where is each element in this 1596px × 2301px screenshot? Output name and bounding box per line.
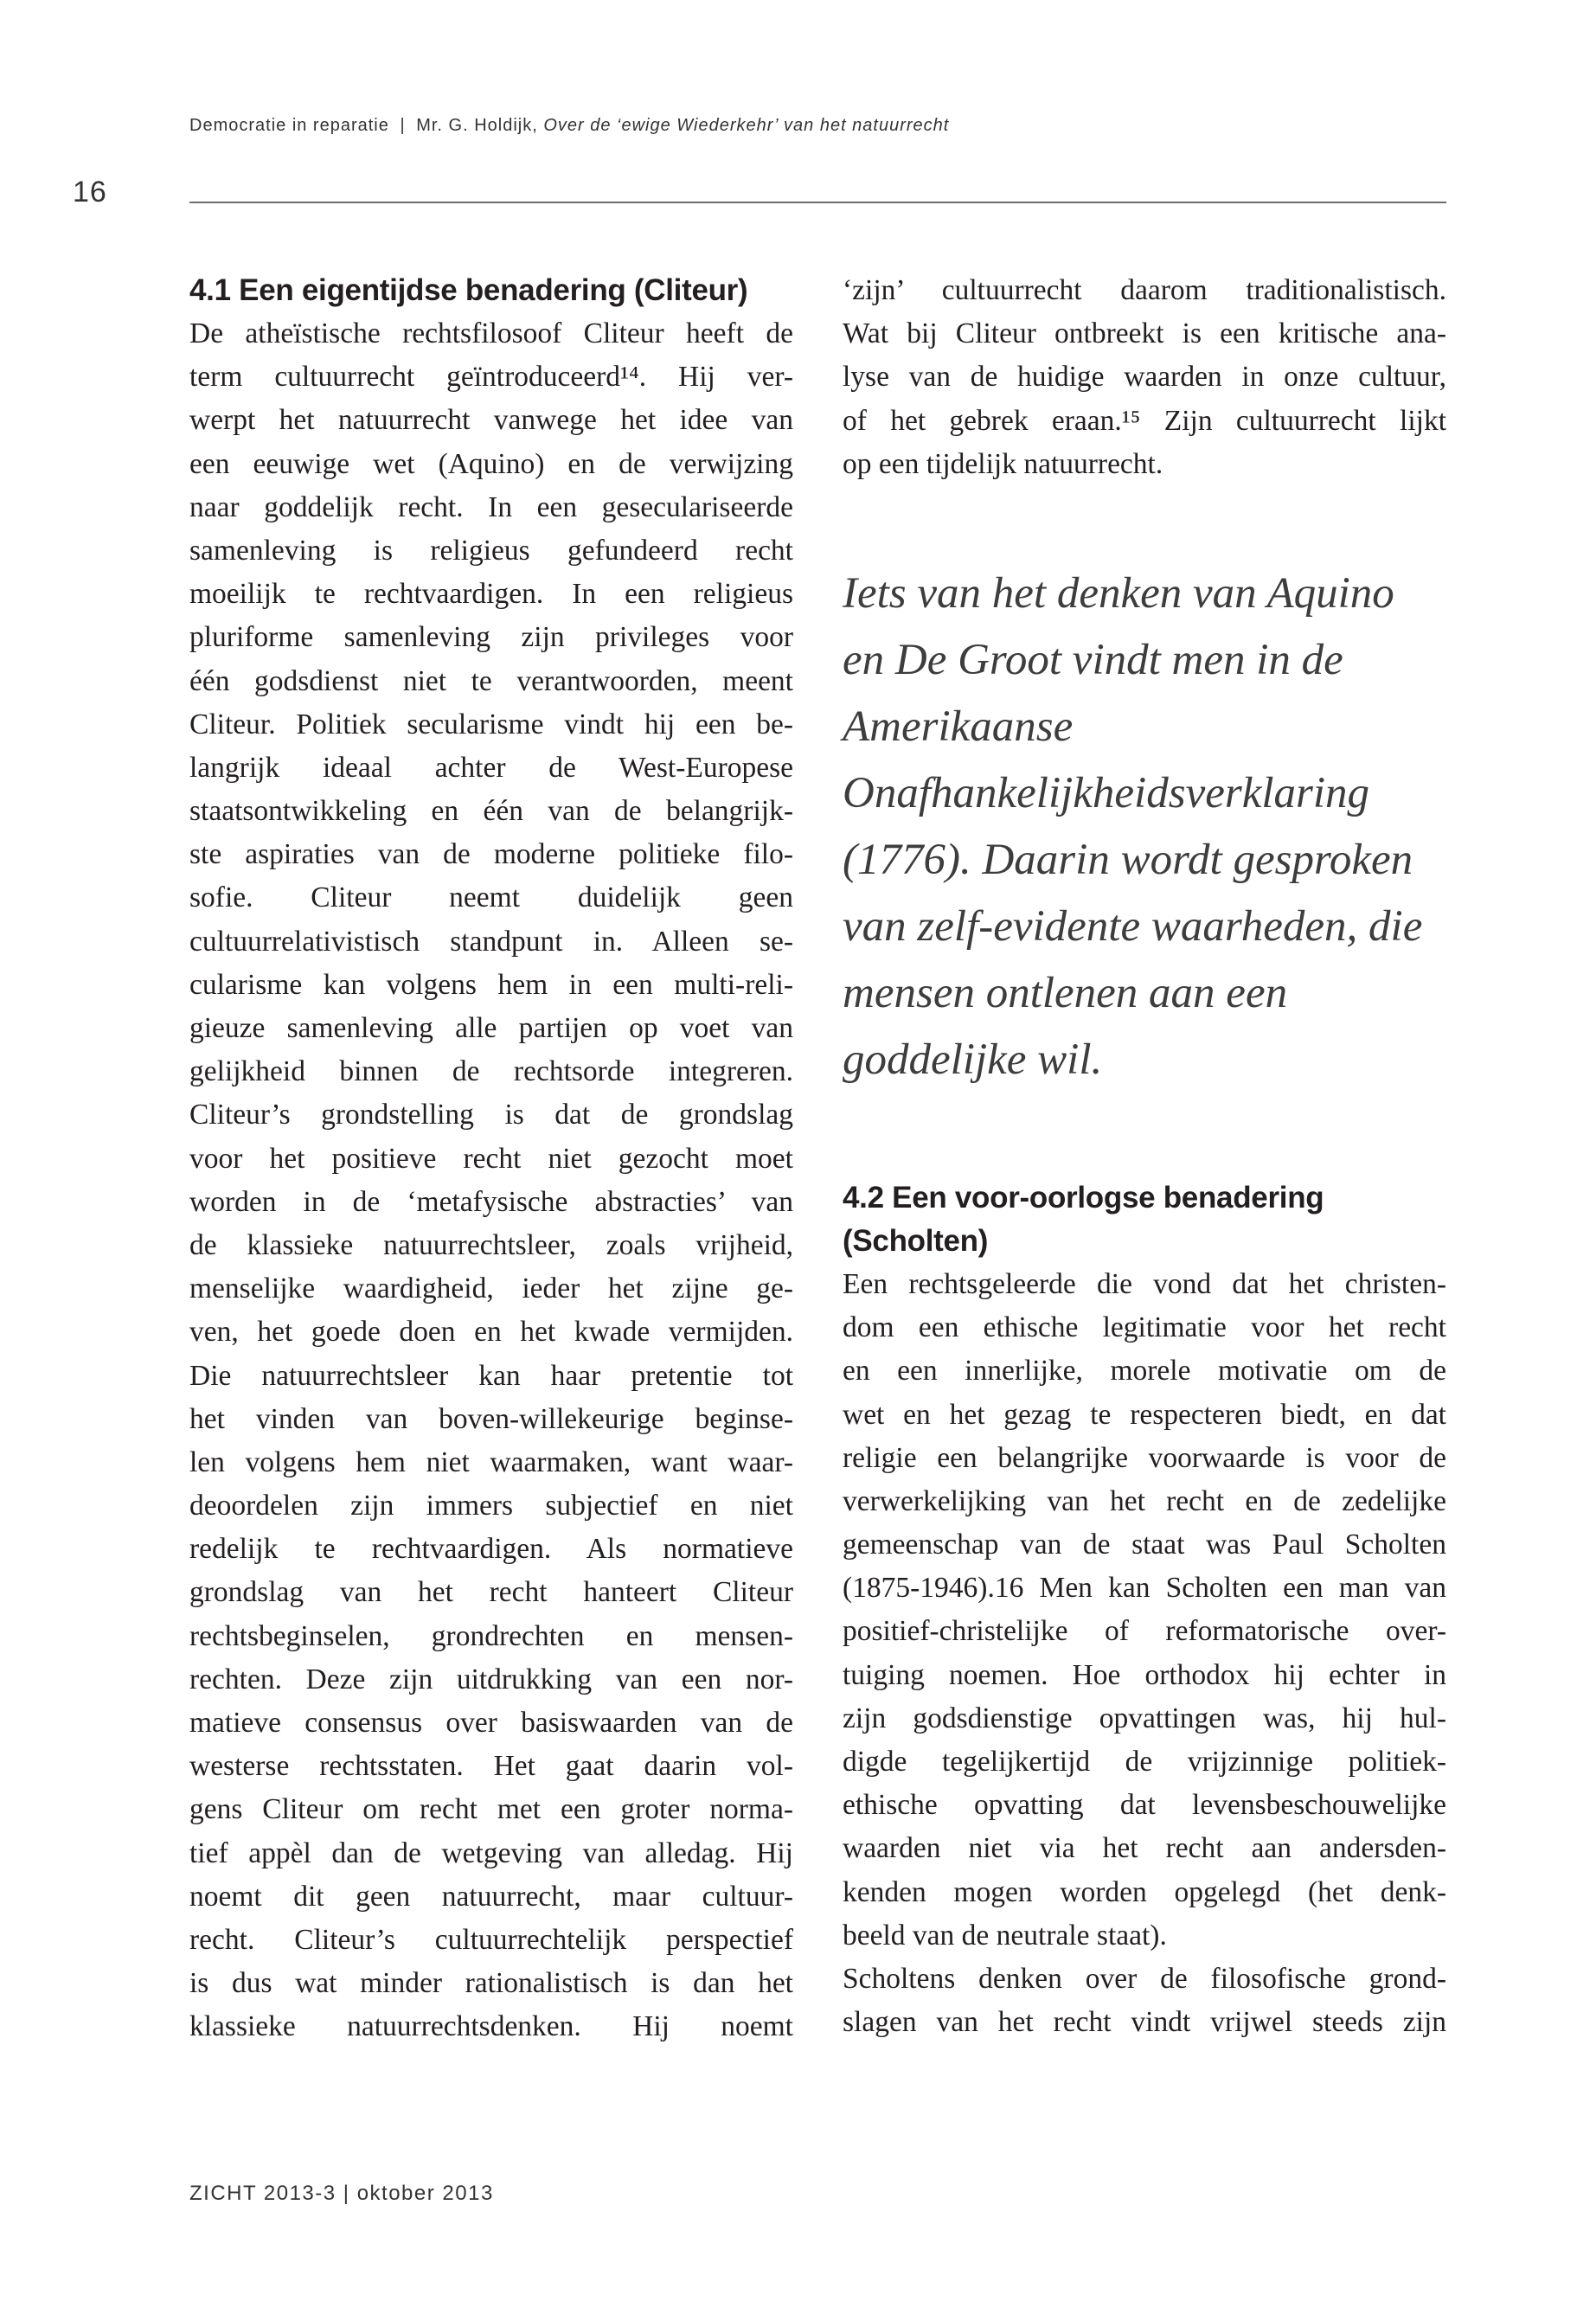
text-line: staatsontwikkeling en één van de belangrijk- <box>189 795 793 828</box>
text-line: gelijkheid binnen de rechtsorde integreren. <box>189 1055 793 1088</box>
text-line: voor het positieve recht niet gezocht moet <box>189 1142 793 1175</box>
text-line: positief-christelijke of reformatorische over- <box>843 1615 1446 1648</box>
right-column <box>843 269 1446 2044</box>
text-line: is dus wat minder rationalistisch is dan het <box>189 1967 793 2000</box>
text-line: één godsdienst niet te verantwoorden, meent <box>189 664 793 697</box>
pull-quote-line: Onafhankelijkheidsverklaring <box>843 768 1370 817</box>
text-line: langrijk ideaal achter de West-Europese <box>189 751 793 784</box>
page-number: 16 <box>73 176 107 208</box>
text-line: (1875-1946).16 Men kan Scholten een man van <box>843 1572 1446 1605</box>
pull-quote-line: en De Groot vindt men in de <box>843 635 1343 684</box>
heading-line: 4.2 Een voor-oorlogse benadering <box>843 1180 1324 1215</box>
running-header <box>189 116 949 136</box>
pull-quote-line: mensen ontlenen aan een <box>843 968 1288 1017</box>
text-line: Cliteur’s grondstelling is dat de grondslag <box>189 1099 793 1131</box>
text-line: beeld van de neutrale staat). <box>843 1919 1167 1952</box>
text-line: rechtsbeginselen, grondrechten en mensen- <box>189 1619 793 1652</box>
text-line: ven, het goede doen en het kwade vermijden. <box>189 1316 793 1349</box>
text-line: Cliteur. Politiek secularisme vindt hij een be- <box>189 708 793 740</box>
text-line: grondslag van het recht hanteert Cliteur <box>189 1576 793 1609</box>
text-line: tuiging noemen. Hoe orthodox hij echter in <box>843 1658 1446 1691</box>
text-line: klassieke natuurrechtsdenken. Hij noemt <box>189 2010 793 2043</box>
text-line: kenden mogen worden opgelegd (het denk- <box>843 1875 1446 1908</box>
text-line: en een innerlijke, morele motivatie om de <box>843 1355 1446 1388</box>
text-line: een eeuwige wet (Aquino) en de verwijzing <box>189 447 793 480</box>
section-heading-4-2 <box>843 1176 1446 1263</box>
left-column <box>189 269 793 2049</box>
text-line: moeilijk te rechtvaardigen. In een religieus <box>189 578 793 611</box>
text-line: westerse rechtsstaten. Het gaat daarin vol- <box>189 1750 793 1783</box>
pull-quote-line: van zelf-evidente waarheden, die <box>843 901 1423 951</box>
pull-quote-line: goddelijke wil. <box>843 1035 1103 1084</box>
text-line: cularisme kan volgens hem in een multi-reli- <box>189 968 793 1001</box>
heading-line: (Scholten) <box>843 1223 989 1258</box>
text-line: op een tijdelijk natuurrecht. <box>843 447 1163 480</box>
text-line: gieuze samenleving alle partijen op voet van <box>189 1012 793 1044</box>
text-line: len volgens hem niet waarmaken, want waar- <box>189 1445 793 1478</box>
text-line: matieve consensus over basiswaarden van de <box>189 1707 793 1739</box>
text-line: of het gebrek eraan.¹⁵ Zijn cultuurrecht lijkt <box>843 404 1446 437</box>
text-line: recht. Cliteur’s cultuurrechtelijk perspectief <box>189 1923 793 1956</box>
article-title: Over de ‘ewige Wiederkehr’ van het natuurrecht <box>543 116 950 135</box>
text-line: wet en het gezag te respecteren biedt, en dat <box>843 1398 1446 1431</box>
right-body-text <box>843 1263 1446 2044</box>
text-line: slagen van het recht vindt vrijwel steeds zijn <box>843 2006 1446 2039</box>
text-line: worden in de ‘metafysische abstracties’ van <box>189 1185 793 1218</box>
text-line: Wat bij Cliteur ontbreekt is een kritische ana- <box>843 317 1446 350</box>
right-body-text-top <box>843 269 1446 486</box>
left-body-text <box>189 312 793 2049</box>
text-line: werpt het natuurrecht vanwege het idee van <box>189 404 793 437</box>
text-line: cultuurrelativistisch standpunt in. Alleen se- <box>189 925 793 958</box>
text-line: dom een ethische legitimatie voor het recht <box>843 1311 1446 1344</box>
pull-quote <box>843 561 1446 1093</box>
text-line: ste aspiraties van de moderne politieke filo- <box>189 838 793 871</box>
text-line: rechten. Deze zijn uitdrukking van een nor- <box>189 1663 793 1695</box>
text-line: waarden niet via het recht aan andersden- <box>843 1832 1446 1865</box>
text-line: menselijke waardigheid, ieder het zijne ge- <box>189 1272 793 1305</box>
text-line: pluriforme samenleving zijn privileges voor <box>189 621 793 654</box>
text-line: tief appèl dan de wetgeving van alledag. Hij <box>189 1836 793 1869</box>
section-heading-4-1: 4.1 Een eigentijdse benadering (Cliteur) <box>189 273 748 307</box>
text-line: redelijk te rechtvaardigen. Als normatieve <box>189 1533 793 1566</box>
text-line: naar goddelijk recht. In een geseculariseerde <box>189 490 793 523</box>
text-line: Scholtens denken over de filosofische grond- <box>843 1962 1446 1995</box>
text-line: noemt dit geen natuurrecht, maar cultuur- <box>189 1880 793 1913</box>
text-line: religie een belangrijke voorwaarde is voor de <box>843 1441 1446 1474</box>
text-line: sofie. Cliteur neemt duidelijk geen <box>189 881 793 914</box>
text-line: Een rechtsgeleerde die vond dat het christen- <box>843 1267 1446 1300</box>
footer: ZICHT 2013-3 | oktober 2013 <box>189 2182 494 2205</box>
text-line: gens Cliteur om recht met een groter norma- <box>189 1793 793 1826</box>
pull-quote-line: Amerikaanse <box>843 702 1074 751</box>
text-line: digde tegelijkertijd de vrijzinnige politiek- <box>843 1746 1446 1778</box>
text-line: het vinden van boven-willekeurige beginse- <box>189 1402 793 1435</box>
text-line: de klassieke natuurrechtsleer, zoals vrijheid, <box>189 1228 793 1261</box>
text-line: gemeenschap van de staat was Paul Scholten <box>843 1529 1446 1561</box>
pull-quote-line: (1776). Daarin wordt gesproken <box>843 835 1413 884</box>
text-line: samenleving is religieus gefundeerd recht <box>189 534 793 567</box>
text-line: term cultuurrecht geïntroduceerd¹⁴. Hij ver- <box>189 361 793 394</box>
pull-quote-line: Iets van het denken van Aquino <box>843 568 1394 618</box>
text-line: verwerkelijking van het recht en de zedelijke <box>843 1484 1446 1517</box>
author-name: Mr. G. Holdijk, <box>416 116 538 135</box>
text-line: ethische opvatting dat levensbeschouwelijke <box>843 1789 1446 1822</box>
text-line: Die natuurrechtsleer kan haar pretentie tot <box>189 1359 793 1392</box>
header-separator: | <box>400 116 406 135</box>
text-line: ‘zijn’ cultuurrecht daarom traditionalistisch. <box>843 274 1446 306</box>
text-line: deoordelen zijn immers subjectief en niet <box>189 1490 793 1522</box>
text-line: lyse van de huidige waarden in onze cultuur, <box>843 361 1446 394</box>
text-line: zijn godsdienstige opvattingen was, hij hul- <box>843 1702 1446 1734</box>
header-rule <box>189 202 1446 203</box>
text-line: De atheïstische rechtsfilosoof Cliteur heeft de <box>189 317 793 349</box>
journal-section: Democratie in reparatie <box>189 116 389 135</box>
